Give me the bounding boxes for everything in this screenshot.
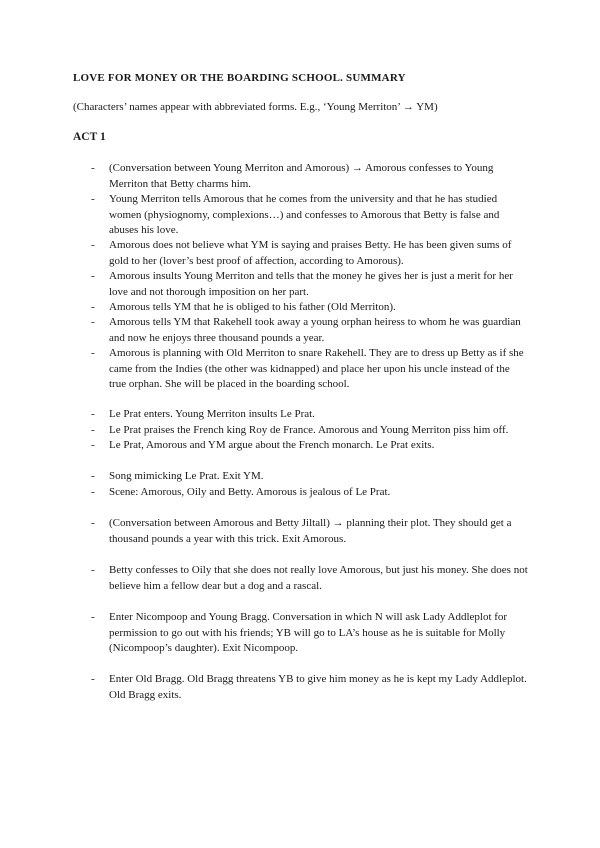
list-bullet: - bbox=[91, 347, 95, 359]
list-bullet: - bbox=[91, 564, 95, 576]
list-item-text: Le Prat praises the French king Roy de France. Amorous and Young Merriton piss him off. bbox=[109, 424, 509, 436]
list-bullet: - bbox=[91, 424, 95, 436]
act-heading: ACT 1 bbox=[73, 131, 106, 143]
list-bullet: - bbox=[91, 611, 95, 623]
list-item-text: Amorous does not believe what YM is saying and praises Betty. He has been given sums of gold to her (lover’s best proof of affection, according to Amorous). bbox=[109, 239, 512, 267]
list-bullet: - bbox=[91, 673, 95, 685]
list-item-text: Betty confesses to Oily that she does not really love Amorous, but just his money. She does not believe him a fellow dear but a dog and a rascal. bbox=[109, 564, 528, 592]
list-bullet: - bbox=[91, 439, 95, 451]
list-item-text: Song mimicking Le Prat. Exit YM. bbox=[109, 470, 264, 482]
list-bullet: - bbox=[91, 270, 95, 282]
list-bullet: - bbox=[91, 193, 95, 205]
list-bullet: - bbox=[91, 239, 95, 251]
list-item-text: (Conversation between Young Merriton and Amorous) → Amorous confesses to Young Merriton that Betty charms him. bbox=[109, 162, 494, 190]
list-item-text: Enter Nicompoop and Young Bragg. Conversation in which N will ask Lady Addleplot for permission to go out with his friends; YB will go to LA’s house as he is suitable for Molly (Nicompoop’s daughter). Exit Nicompoop. bbox=[109, 611, 508, 654]
list-item-text: Amorous is planning with Old Merriton to snare Rakehell. They are to dress up Betty as if she came from the Indies (the other was kidnapped) and place her upon his uncle instead of the true orphan. She will be placed in the boarding school. bbox=[109, 347, 524, 390]
list-bullet: - bbox=[91, 470, 95, 482]
list-bullet: - bbox=[91, 486, 95, 498]
list-item-text: Scene: Amorous, Oily and Betty. Amorous is jealous of Le Prat. bbox=[109, 486, 391, 498]
list-bullet: - bbox=[91, 316, 95, 328]
list-item-text: Young Merriton tells Amorous that he comes from the university and that he has studied women (physiognomy, complexions…) and confesses to Amorous that Betty is false and abuses his love. bbox=[109, 193, 500, 236]
abbreviation-note: (Characters’ names appear with abbreviated forms. E.g., ‘Young Merriton’ → YM) bbox=[73, 101, 438, 113]
list-item-text: Le Prat enters. Young Merriton insults Le Prat. bbox=[109, 408, 315, 420]
list-item-text: Amorous tells YM that Rakehell took away a young orphan heiress to whom he was guardian and now he enjoys three thousand pounds a year. bbox=[109, 316, 521, 344]
list-item-text: (Conversation between Amorous and Betty Jiltall) → planning their plot. They should get a thousand pounds a year with this trick. Exit Amorous. bbox=[109, 517, 512, 545]
list-bullet: - bbox=[91, 301, 95, 313]
list-item-text: Amorous tells YM that he is obliged to his father (Old Merriton). bbox=[109, 301, 396, 313]
list-item-text: Enter Old Bragg. Old Bragg threatens YB to give him money as he is kept my Lady Addleplot. Old Bragg exits. bbox=[109, 673, 527, 701]
list-bullet: - bbox=[91, 517, 95, 529]
list-bullet: - bbox=[91, 408, 95, 420]
list-bullet: - bbox=[91, 162, 95, 174]
document-title: LOVE FOR MONEY OR THE BOARDING SCHOOL. SUMMARY bbox=[73, 72, 406, 84]
list-item-text: Le Prat, Amorous and YM argue about the French monarch. Le Prat exits. bbox=[109, 439, 435, 451]
list-item-text: Amorous insults Young Merriton and tells that the money he gives her is just a merit for her love and not thorough imposition on her part. bbox=[109, 270, 513, 298]
